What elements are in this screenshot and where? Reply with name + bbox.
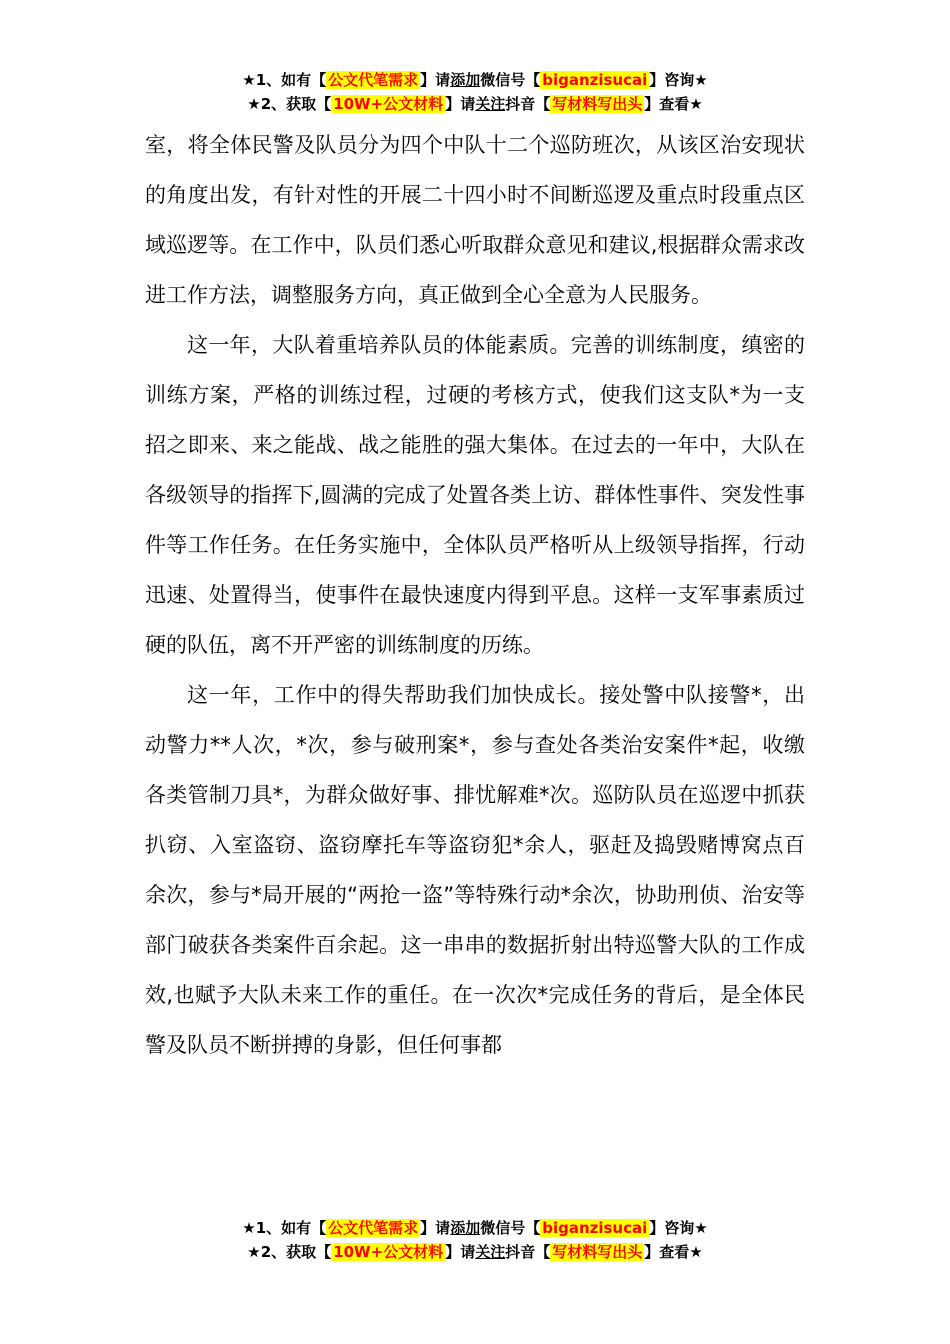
- banner-text: 】请: [445, 95, 476, 113]
- banner-text: 微信号【: [480, 1219, 541, 1237]
- banner-text: 】查看★: [644, 95, 703, 113]
- banner-highlight: biganzisucai: [542, 1219, 648, 1237]
- banner-text: 微信号【: [480, 71, 541, 89]
- banner-text: 抖音【: [505, 95, 551, 113]
- banner-underline: 关注: [475, 1243, 506, 1261]
- banner-text: 抖音【: [505, 1243, 551, 1261]
- banner-text: 】咨询★: [649, 71, 708, 89]
- banner-text: 】咨询★: [649, 1219, 708, 1237]
- banner-text: ★2、获取【: [247, 95, 332, 113]
- banner-highlight: 写材料写出头: [552, 95, 643, 113]
- banner-text: ★1、如有【: [242, 1219, 327, 1237]
- banner-text: ★1、如有【: [242, 71, 327, 89]
- paragraph-2: 这一年，大队着重培养队员的体能素质。完善的训练制度，缜密的训练方案，严格的训练过程，过硬的考核方式，使我们这支队*为一支招之即来、来之能战、战之能胜的强大集体。在过去的一年中，大队在各级领导的指挥下,圆满的完成了处置各类上访、群体性事件、突发性事件等工作任务。在任务实施中，全体队员严格听从上级领导指挥，行动迅速、处置得当，使事件在最快速度内得到平息。这样一支军事素质过硬的队伍，离不开严密的训练制度的历练。: [145, 333, 805, 657]
- banner-underline: 关注: [475, 95, 506, 113]
- banner-line-2: [0, 92, 950, 116]
- banner-line-1: [0, 68, 950, 92]
- banner-highlight: 公文代笔需求: [328, 1219, 419, 1237]
- banner-highlight: 10W+公文材料: [333, 1243, 444, 1261]
- banner-text: 】请: [445, 1243, 476, 1261]
- paragraph-1: 室，将全体民警及队员分为四个中队十二个巡防班次，从该区治安现状的角度出发，有针对性的开展二十四小时不间断巡逻及重点时段重点区域巡逻等。在工作中，队员们悉心听取群众意见和建议,根据群众需求改进工作方法，调整服务方向，真正做到全心全意为人民服务。: [145, 133, 805, 307]
- banner-line-2: [0, 1240, 950, 1264]
- document-body: [145, 120, 805, 1070]
- banner-highlight: 写材料写出头: [552, 1243, 643, 1261]
- banner-highlight: biganzisucai: [542, 71, 648, 89]
- banner-text: ★2、获取【: [247, 1243, 332, 1261]
- header-banner: [0, 68, 950, 116]
- banner-text: 】请: [420, 1219, 451, 1237]
- footer-banner: [0, 1216, 950, 1264]
- banner-highlight: 公文代笔需求: [328, 71, 419, 89]
- paragraph-3: 这一年，工作中的得失帮助我们加快成长。接处警中队接警*，出动警力**人次，*次，参与破刑案*，参与查处各类治安案件*起，收缴各类管制刀具*，为群众做好事、排忧解难*次。巡防队员在巡逻中抓获扒窃、入室盗窃、盗窃摩托车等盗窃犯*余人，驱赶及捣毁赌博窝点百余次，参与*局开展的“两抢一盗”等特殊行动*余次，协助刑侦、治安等部门破获各类案件百余起。这一串串的数据折射出特巡警大队的工作成效,也赋予大队未来工作的重任。在一次次*完成任务的背后，是全体民警及队员不断拼搏的身影，但任何事都: [145, 683, 805, 1057]
- banner-line-1: [0, 1216, 950, 1240]
- banner-highlight: 10W+公文材料: [333, 95, 444, 113]
- banner-text: 】查看★: [644, 1243, 703, 1261]
- banner-text: 】请: [420, 71, 451, 89]
- banner-underline: 添加: [450, 1219, 481, 1237]
- banner-underline: 添加: [450, 71, 481, 89]
